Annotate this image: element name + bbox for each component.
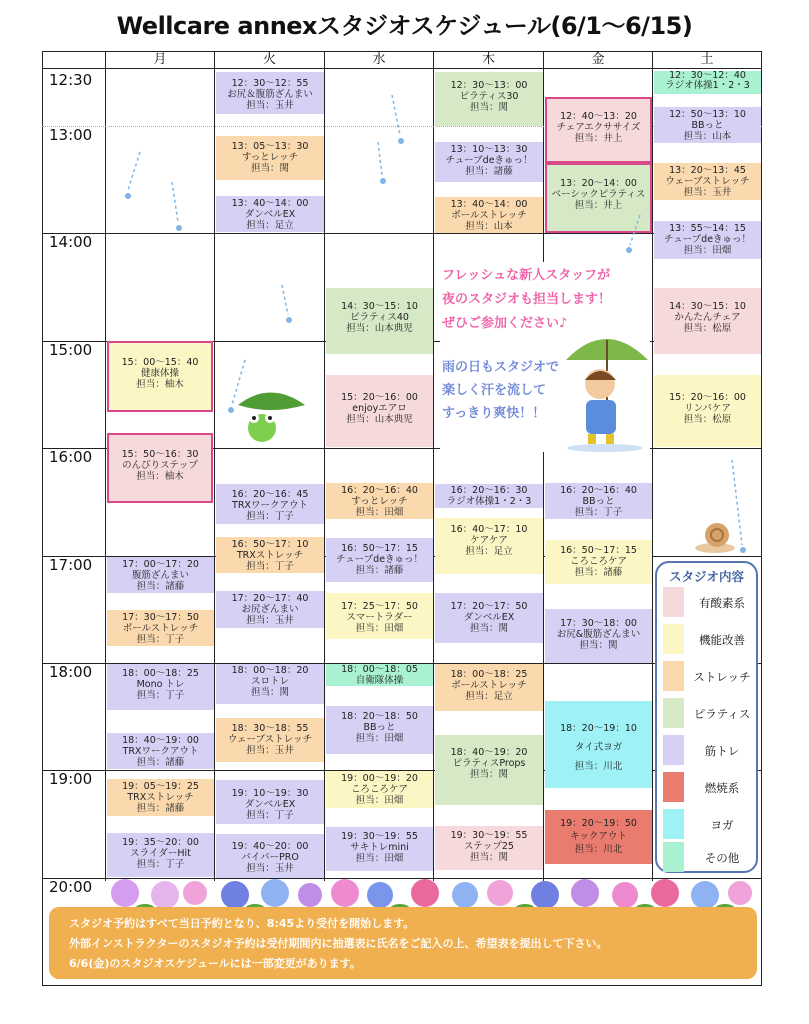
class-staff: 担当：諸藤 bbox=[355, 565, 404, 576]
class-name: ボールストレッチ bbox=[451, 680, 527, 691]
class-name: サキトレmini bbox=[350, 842, 409, 853]
legend-label: 有酸素系 bbox=[699, 596, 745, 610]
child-umbrella-illustration bbox=[560, 324, 652, 452]
legend-label: ヨガ bbox=[710, 818, 734, 832]
class-name: リンパケア bbox=[684, 403, 731, 414]
notice-line: スタジオ予約はすべて当日予約となり、8:45より受付を開始します。 bbox=[69, 917, 415, 930]
class-name: ピラティス30 bbox=[459, 91, 519, 102]
class-name: ベーシックピラティス bbox=[551, 189, 646, 200]
class-time: 18：20〜18：50 bbox=[341, 711, 418, 722]
class-time: 18：00〜18：25 bbox=[450, 669, 528, 680]
class-staff: 担当：山本 bbox=[683, 131, 732, 142]
day-header-thu: 木 bbox=[434, 51, 544, 69]
time-label: 20:00 bbox=[49, 878, 93, 896]
class-staff: 担当：松原 bbox=[683, 414, 732, 425]
class-time: 15：00〜15：40 bbox=[121, 357, 199, 368]
class-time: 13：20〜14：00 bbox=[560, 178, 637, 189]
class-staff: 担当：田畑 bbox=[355, 623, 404, 634]
class-time: 16：20〜16：40 bbox=[341, 485, 418, 496]
class-name: ウェーブストレッチ bbox=[665, 176, 750, 187]
class-block[interactable] bbox=[435, 664, 543, 711]
class-block[interactable] bbox=[326, 483, 433, 519]
class-time: 16：20〜16：40 bbox=[560, 485, 637, 496]
class-name: ピラティス40 bbox=[350, 312, 409, 323]
class-staff: 担当：丁子 bbox=[574, 507, 623, 518]
class-block[interactable] bbox=[545, 540, 652, 584]
class-block[interactable] bbox=[654, 163, 761, 200]
time-column bbox=[42, 69, 106, 881]
class-name: BBっと bbox=[691, 120, 724, 131]
legend-swatch-other bbox=[663, 842, 684, 872]
class-time: 13：40〜14：00 bbox=[231, 198, 309, 209]
class-name: かんたんチェア bbox=[674, 312, 741, 323]
notice-line: 6/6(金)のスタジオスケジュールには一部変更があります。 bbox=[69, 957, 361, 970]
day-header-sat: 土 bbox=[653, 51, 762, 69]
class-staff: 担当：山本 bbox=[465, 221, 513, 232]
class-block[interactable] bbox=[435, 593, 543, 643]
class-staff: 担当：玉井 bbox=[246, 100, 294, 111]
class-staff: 担当：丁子 bbox=[246, 511, 294, 522]
class-name: TRXストレッチ bbox=[236, 550, 304, 561]
class-time: 18：20〜19：10 bbox=[560, 723, 637, 734]
class-block[interactable] bbox=[216, 664, 324, 704]
class-name: BBっと bbox=[363, 722, 396, 733]
class-time: 13：40〜14：00 bbox=[450, 199, 528, 210]
class-name: 腹筋ざんまい bbox=[131, 570, 189, 581]
class-name: チェアエクササイズ bbox=[556, 122, 641, 133]
class-block[interactable] bbox=[107, 733, 214, 769]
time-label: 18:00 bbox=[49, 663, 93, 681]
announcement-line: ぜひご参加ください♪ bbox=[442, 316, 568, 331]
class-name: タイ式ヨガ bbox=[574, 742, 623, 753]
announcement-line: 雨の日もスタジオで bbox=[442, 360, 560, 375]
legend-label: 筋トレ bbox=[704, 744, 740, 758]
class-staff: 担当：玉井 bbox=[246, 615, 294, 626]
class-time: 13：05〜13：30 bbox=[231, 141, 309, 152]
time-label: 13:00 bbox=[49, 126, 93, 144]
class-name: ピラティスProps bbox=[452, 758, 526, 769]
class-block[interactable] bbox=[326, 664, 433, 686]
class-time: 15：20〜16：00 bbox=[669, 392, 746, 403]
class-time: 18：00〜18：05 bbox=[341, 664, 418, 675]
class-block[interactable] bbox=[216, 834, 324, 878]
class-block[interactable] bbox=[654, 288, 761, 354]
class-name: ケアケア bbox=[470, 535, 508, 546]
class-block[interactable] bbox=[107, 557, 214, 593]
class-time: 12：40〜13：20 bbox=[560, 111, 637, 122]
class-time: 19：30〜19：55 bbox=[450, 830, 528, 841]
class-block[interactable] bbox=[107, 610, 214, 646]
legend-title: スタジオ内容 bbox=[668, 569, 744, 584]
class-staff: 担当：諸藤 bbox=[136, 803, 185, 814]
class-time: 19：05〜19：25 bbox=[122, 781, 199, 792]
class-time: 16：20〜16：30 bbox=[450, 485, 528, 496]
class-block[interactable] bbox=[545, 163, 652, 233]
class-staff: 担当：丁子 bbox=[246, 810, 294, 821]
class-staff: 担当：関 bbox=[469, 852, 508, 863]
legend-swatch-yoga bbox=[663, 809, 684, 839]
class-time: 15：20〜16：00 bbox=[341, 392, 418, 403]
class-block[interactable] bbox=[216, 780, 324, 824]
time-header-blank bbox=[42, 51, 106, 69]
class-block[interactable] bbox=[326, 288, 433, 354]
class-name: ラジオ体操1・2・3 bbox=[665, 80, 750, 91]
class-time: 17：30〜18：00 bbox=[560, 618, 637, 629]
class-block[interactable] bbox=[326, 593, 433, 639]
class-block[interactable] bbox=[107, 433, 213, 503]
legend-swatch-pilates bbox=[663, 698, 684, 728]
notice-line: 外部インストラクターのスタジオ予約は受付期間内に抽選表に氏名をご記入の上、希望表を提出して下さい。 bbox=[69, 937, 608, 950]
time-label: 12:30 bbox=[49, 71, 93, 89]
class-name: すっとレッチ bbox=[351, 496, 408, 507]
class-time: 17：30〜17：50 bbox=[122, 612, 199, 623]
class-staff: 担当：関 bbox=[250, 163, 289, 174]
class-name: ラジオ体操1・2・3 bbox=[446, 496, 532, 507]
class-block[interactable] bbox=[326, 538, 433, 582]
class-staff: 担当：柚木 bbox=[136, 471, 184, 482]
class-name: Mono トレ bbox=[136, 679, 185, 690]
class-staff: 担当：川北 bbox=[574, 761, 623, 772]
class-staff: 担当：諸藤 bbox=[136, 581, 185, 592]
class-block[interactable] bbox=[435, 518, 543, 574]
class-time: 18：00〜18：25 bbox=[122, 668, 199, 679]
day-header-fri: 金 bbox=[544, 51, 653, 69]
time-label: 16:00 bbox=[49, 448, 93, 466]
class-time: 19：10〜19：30 bbox=[231, 788, 309, 799]
class-time: 18：40〜19：20 bbox=[450, 747, 528, 758]
class-time: 16：40〜17：10 bbox=[450, 524, 528, 535]
class-staff: 担当：井上 bbox=[574, 200, 623, 211]
class-name: ステップ25 bbox=[464, 841, 514, 852]
legend-label: ストレッチ bbox=[693, 670, 751, 684]
class-staff: 担当：柚木 bbox=[136, 379, 184, 390]
class-time: 12：30〜13：00 bbox=[450, 80, 528, 91]
legend-swatch-stretch bbox=[663, 661, 684, 691]
class-name: スライダーHit bbox=[130, 848, 191, 859]
class-staff: 担当：川北 bbox=[574, 844, 623, 855]
class-time: 19：00〜19：20 bbox=[341, 773, 418, 784]
class-staff: 担当：関 bbox=[469, 102, 508, 113]
class-block[interactable] bbox=[107, 341, 213, 412]
class-time: 19：40〜20：00 bbox=[231, 841, 309, 852]
class-time: 12：30〜12：40 bbox=[669, 71, 746, 81]
class-time: 14：30〜15：10 bbox=[341, 301, 418, 312]
class-block[interactable] bbox=[545, 483, 652, 519]
class-block[interactable] bbox=[435, 735, 543, 805]
class-staff: 担当：田畑 bbox=[355, 507, 404, 518]
day-header-mon: 月 bbox=[106, 51, 215, 69]
class-time: 12：50〜13：10 bbox=[669, 109, 746, 120]
class-time: 16：50〜17：10 bbox=[231, 539, 309, 550]
day-header-tue: 火 bbox=[215, 51, 325, 69]
day-header-wed: 水 bbox=[325, 51, 434, 69]
class-time: 17：25〜17：50 bbox=[341, 601, 418, 612]
class-staff: 担当：諸藤 bbox=[574, 567, 623, 578]
class-time: 16：20〜16：45 bbox=[231, 489, 309, 500]
legend-label: その他 bbox=[704, 851, 740, 865]
class-block[interactable] bbox=[654, 107, 761, 143]
class-block[interactable] bbox=[216, 136, 324, 180]
class-name: TRXワークアウト bbox=[232, 500, 308, 511]
class-staff: 担当：玉井 bbox=[246, 745, 294, 756]
flower-icon bbox=[111, 879, 752, 909]
class-time: 17：20〜17：40 bbox=[231, 593, 309, 604]
class-name: ダンベルEX bbox=[463, 612, 515, 623]
legend-label: 機能改善 bbox=[699, 633, 745, 647]
class-block[interactable] bbox=[216, 484, 324, 524]
class-staff: 担当：丁子 bbox=[246, 561, 294, 572]
class-name: TRXワークアウト bbox=[122, 746, 199, 757]
class-staff: 担当：足立 bbox=[465, 546, 513, 557]
class-staff: 担当：関 bbox=[469, 623, 508, 634]
class-staff: 担当：関 bbox=[579, 640, 618, 651]
class-time: 13：10〜13：30 bbox=[450, 144, 528, 155]
class-block[interactable] bbox=[435, 72, 543, 126]
class-staff: 担当：松原 bbox=[683, 323, 732, 334]
class-staff: 担当：足立 bbox=[246, 220, 294, 231]
class-name: ころころケア bbox=[569, 556, 627, 567]
class-time: 19：20〜19：50 bbox=[560, 818, 637, 829]
class-staff: 担当：田畑 bbox=[355, 795, 404, 806]
class-name: お尻ざんまい bbox=[241, 604, 299, 615]
time-label: 15:00 bbox=[49, 341, 93, 359]
class-name: お尻&腹筋ざんまい bbox=[556, 629, 641, 640]
class-block[interactable] bbox=[326, 771, 433, 808]
class-name: ボールストレッチ bbox=[451, 210, 527, 221]
class-time: 19：35〜20：00 bbox=[122, 837, 199, 848]
class-block[interactable] bbox=[107, 664, 214, 710]
class-name: のんびりステップ bbox=[122, 460, 198, 471]
class-time: 16：50〜17：15 bbox=[341, 543, 418, 554]
class-block[interactable] bbox=[545, 701, 652, 788]
class-staff: 担当：足立 bbox=[465, 691, 513, 702]
class-time: 15：50〜16：30 bbox=[121, 449, 199, 460]
page-title: Wellcare annexスタジオスケジュール(6/1〜6/15) bbox=[116, 12, 693, 40]
class-time: 18：00〜18：20 bbox=[231, 665, 309, 676]
class-block[interactable] bbox=[545, 97, 652, 163]
legend-swatch-muscle bbox=[663, 735, 684, 765]
class-block[interactable] bbox=[326, 706, 433, 754]
class-name: バイパーPRO bbox=[241, 852, 299, 863]
class-block[interactable] bbox=[435, 142, 543, 182]
class-staff: 担当：田畑 bbox=[355, 853, 404, 864]
class-staff: 担当：関 bbox=[250, 687, 289, 698]
legend-panel bbox=[655, 561, 758, 873]
legend-swatch-aerobic bbox=[663, 587, 684, 617]
announcement-line: 楽しく汗を流して bbox=[442, 383, 547, 398]
class-name: ボールストレッチ bbox=[122, 623, 199, 634]
class-time: 13：55〜14：15 bbox=[669, 223, 746, 234]
class-block[interactable] bbox=[216, 196, 324, 232]
notice-banner bbox=[49, 907, 757, 979]
class-name: チューブdeきゅっ！ bbox=[335, 554, 424, 565]
class-staff: 担当：田畑 bbox=[683, 245, 732, 256]
class-name: enjoyエアロ bbox=[352, 403, 407, 414]
class-name: BBっと bbox=[582, 496, 615, 507]
class-block[interactable] bbox=[216, 591, 324, 628]
legend-label: 燃焼系 bbox=[704, 781, 740, 795]
time-label: 19:00 bbox=[49, 770, 93, 788]
class-name: ウェーブストレッチ bbox=[227, 734, 313, 745]
class-name: 健康体操 bbox=[140, 368, 179, 379]
class-name: TRXストレッチ bbox=[127, 792, 194, 803]
class-block[interactable] bbox=[326, 375, 433, 447]
time-label: 17:00 bbox=[49, 556, 93, 574]
class-block[interactable] bbox=[435, 826, 543, 870]
class-name: ダンベルEX bbox=[244, 799, 296, 810]
class-name: キックアウト bbox=[570, 831, 627, 842]
class-name: スロトレ bbox=[250, 676, 289, 687]
legend-swatch-function bbox=[663, 624, 684, 654]
class-time: 17：20〜17：50 bbox=[450, 601, 528, 612]
class-name: チューブdeきゅっ！ bbox=[663, 234, 752, 245]
class-block[interactable] bbox=[216, 72, 324, 114]
time-label: 14:00 bbox=[49, 233, 93, 251]
class-block[interactable] bbox=[216, 537, 324, 573]
class-time: 14：30〜15：10 bbox=[669, 301, 746, 312]
class-staff: 担当：諸藤 bbox=[136, 757, 185, 768]
class-staff: 担当：玉井 bbox=[683, 187, 732, 198]
class-staff: 担当：山本典児 bbox=[346, 414, 413, 425]
class-staff: 担当：玉井 bbox=[246, 863, 294, 874]
class-staff: 担当：丁子 bbox=[136, 690, 185, 701]
class-block[interactable] bbox=[326, 827, 433, 871]
class-block[interactable] bbox=[216, 718, 324, 762]
class-staff: 担当：関 bbox=[469, 769, 508, 780]
class-block[interactable] bbox=[435, 197, 543, 233]
class-block[interactable] bbox=[107, 833, 214, 877]
class-name: スマートラダー bbox=[346, 612, 413, 623]
class-time: 13：20〜13：45 bbox=[669, 165, 746, 176]
class-name: すっとレッチ bbox=[241, 152, 299, 163]
class-block[interactable] bbox=[435, 484, 543, 508]
class-name: 自衛隊体操 bbox=[355, 675, 404, 686]
class-time: 12：30〜12：55 bbox=[231, 78, 309, 89]
class-time: 18：40〜19：00 bbox=[122, 735, 199, 746]
legend-label: ピラティス bbox=[693, 707, 751, 721]
class-block[interactable] bbox=[654, 375, 761, 447]
class-time: 17：00〜17：20 bbox=[122, 559, 199, 570]
announcement-line: すっきり爽快！！ bbox=[442, 406, 546, 421]
announcement-box bbox=[440, 262, 650, 452]
announcement-line: フレッシュな新人スタッフが bbox=[442, 268, 611, 283]
class-time: 16：50〜17：15 bbox=[560, 545, 637, 556]
class-name: お尻＆腹筋ざんまい bbox=[227, 89, 313, 100]
class-block[interactable] bbox=[654, 221, 761, 259]
class-block[interactable] bbox=[654, 71, 761, 94]
class-staff: 担当：山本典児 bbox=[346, 323, 413, 334]
class-staff: 担当：諸藤 bbox=[465, 166, 513, 177]
class-time: 19：30〜19：55 bbox=[341, 831, 418, 842]
class-staff: 担当：丁子 bbox=[136, 634, 185, 645]
class-staff: 担当：井上 bbox=[574, 133, 623, 144]
class-name: ころころケア bbox=[350, 784, 408, 795]
class-block[interactable] bbox=[107, 779, 214, 816]
class-block[interactable] bbox=[545, 609, 652, 663]
class-name: チューブdeきゅっ！ bbox=[445, 155, 533, 166]
class-staff: 担当：田畑 bbox=[355, 733, 404, 744]
column-wed bbox=[325, 69, 434, 881]
legend-swatch-burn bbox=[663, 772, 684, 802]
class-staff: 担当：丁子 bbox=[136, 859, 185, 870]
announcement-line: 夜のスタジオも担当します！ bbox=[442, 292, 612, 307]
class-block[interactable] bbox=[545, 810, 652, 864]
class-time: 18：30〜18：55 bbox=[231, 723, 309, 734]
class-name: ダンベルEX bbox=[244, 209, 296, 220]
